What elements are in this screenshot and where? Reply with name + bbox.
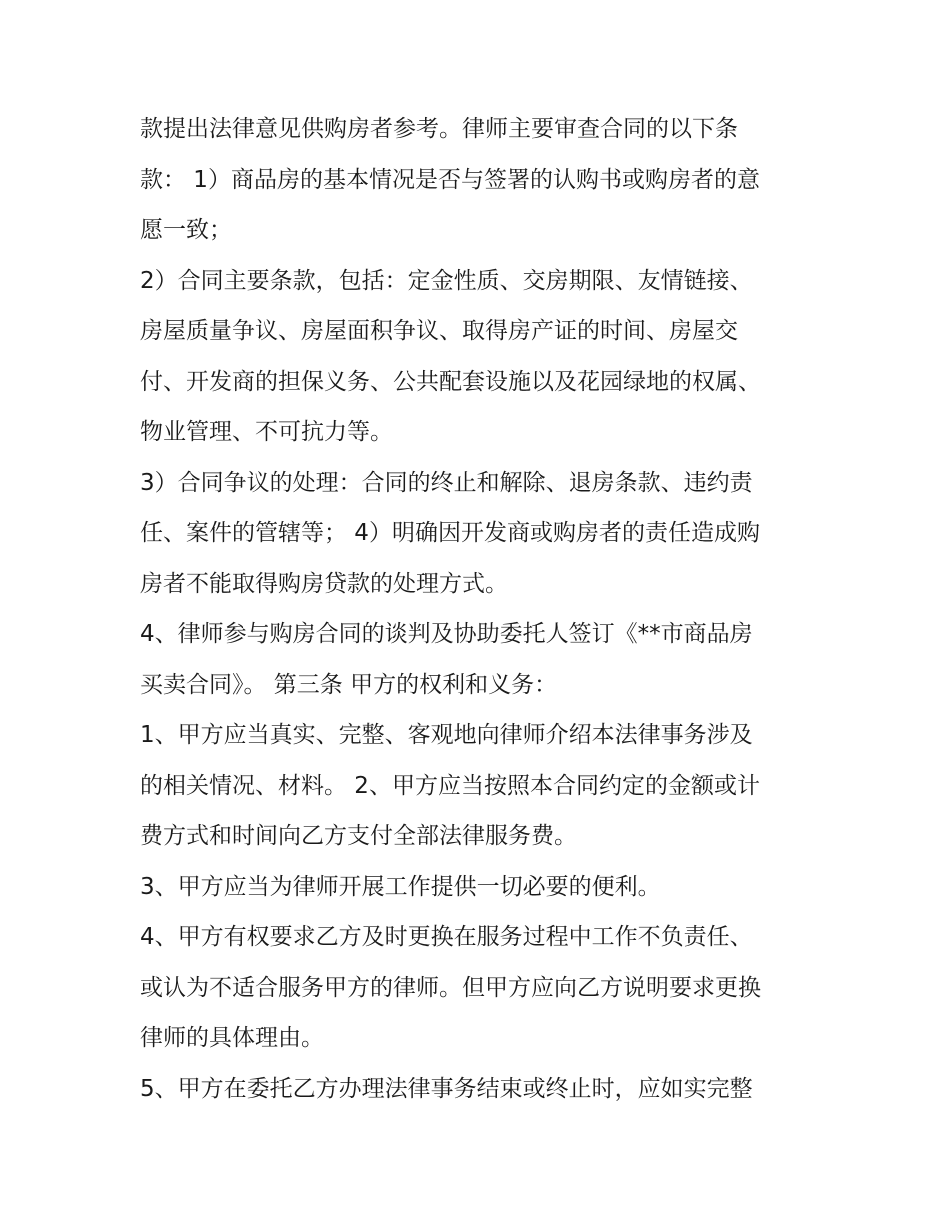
text-line: 房者不能取得购房贷款的处理方式。 — [140, 570, 508, 597]
text-line: 4、律师参与购房合同的谈判及协助委托人签订《**市商品房 — [140, 621, 753, 647]
text-line: 款： 1）商品房的基本情况是否与签署的认购书或购房者的意 — [140, 166, 760, 193]
text-line: 1、甲方应当真实、完整、客观地向律师介绍本法律事务涉及 — [140, 722, 753, 748]
text-line: 愿一致； — [140, 217, 232, 243]
text-line: 任、案件的管辖等； 4）明确因开发商或购房者的责任造成购 — [140, 520, 760, 546]
text-line: 4、甲方有权要求乙方及时更换在服务过程中工作不负责任、 — [140, 924, 753, 950]
text-line: 律师的具体理由。 — [140, 1025, 324, 1051]
text-line: 3）合同争议的处理：合同的终止和解除、退房条款、违约责 — [140, 469, 753, 496]
text-line: 2）合同主要条款，包括：定金性质、交房期限、友情链接、 — [140, 267, 753, 294]
text-line: 款提出法律意见供购房者参考。律师主要审查合同的以下条 — [140, 116, 738, 142]
text-line: 或认为不适合服务甲方的律师。但甲方应向乙方说明要求更换 — [140, 974, 761, 1001]
text-line: 费方式和时间向乙方支付全部法律服务费。 — [140, 823, 577, 849]
text-line: 物业管理、不可抗力等。 — [140, 419, 393, 445]
text-line: 5、甲方在委托乙方办理法律事务结束或终止时，应如实完整 — [140, 1075, 753, 1102]
text-line: 买卖合同》。 第三条 甲方的权利和义务： — [140, 671, 558, 698]
text-line: 3、甲方应当为律师开展工作提供一切必要的便利。 — [140, 873, 661, 900]
document-body — [140, 104, 820, 1114]
text-line: 付、开发商的担保义务、公共配套设施以及花园绿地的权属、 — [140, 368, 761, 395]
text-line: 房屋质量争议、房屋面积争议、取得房产证的时间、房屋交 — [140, 318, 738, 344]
text-line: 的相关情况、材料。 2、甲方应当按照本合同约定的金额或计 — [140, 772, 760, 799]
